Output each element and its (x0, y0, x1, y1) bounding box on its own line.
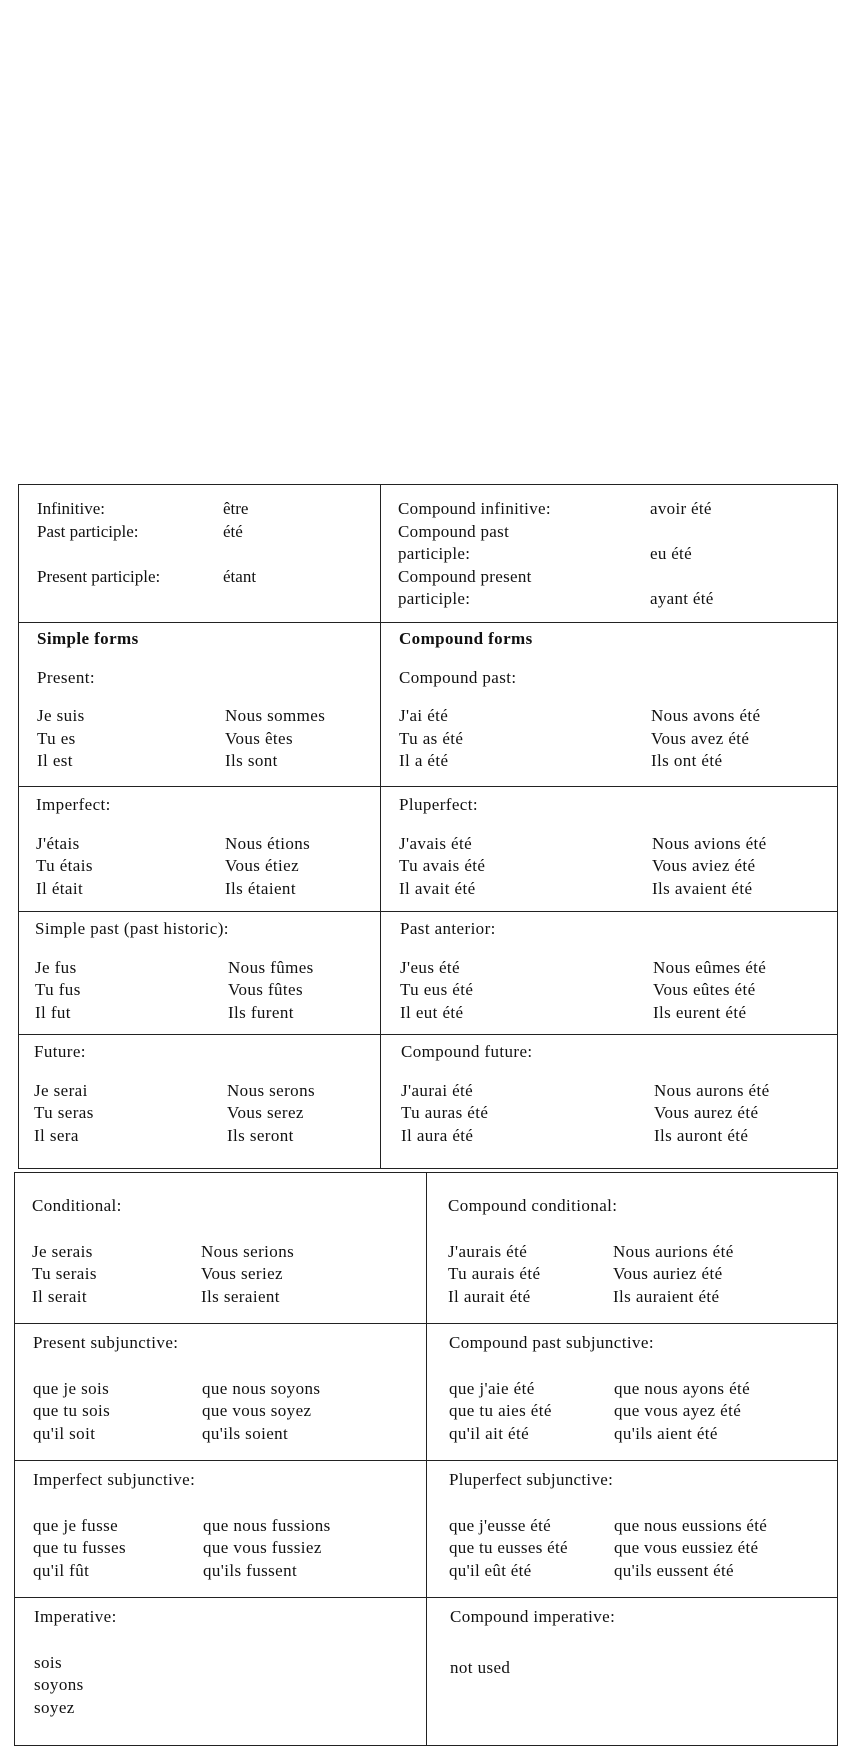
compound-future-label: Compound future: (401, 1042, 533, 1061)
compound-forms-heading: Compound forms (399, 629, 533, 648)
form-cell: qu'il eût été (449, 1560, 532, 1580)
table-bottom-divider (426, 1172, 427, 1746)
form-cell: Je serai (34, 1080, 88, 1100)
compound-past-participle-label-cont: participle: (398, 544, 471, 563)
imperfect-subjunctive-label: Imperfect subjunctive: (33, 1470, 196, 1489)
form-cell: Nous aurions été (613, 1241, 734, 1261)
simple-forms-heading: Simple forms (37, 629, 139, 648)
row-separator (18, 911, 838, 912)
form-cell: Tu fus (35, 980, 81, 999)
form-cell: Vous serez (227, 1103, 304, 1122)
past-anterior-block (400, 918, 766, 1024)
future-label: Future: (34, 1042, 86, 1061)
infinitive-value: être (223, 499, 249, 518)
form-cell: que tu aies été (449, 1401, 552, 1420)
compound-imperative-block (450, 1606, 615, 1679)
compound-imperative-value: not used (450, 1657, 511, 1677)
pluperfect-label: Pluperfect: (399, 795, 478, 814)
imperfect-label: Imperfect: (36, 795, 111, 814)
compound-conditional-label: Compound conditional: (448, 1196, 618, 1215)
form-cell: J'avais été (399, 833, 473, 853)
form-cell: Je suis (37, 706, 85, 725)
form-cell: que nous fussions (203, 1515, 331, 1535)
form-cell: que je fusse (33, 1515, 119, 1535)
compound-past-label: Compound past: (399, 667, 517, 687)
form-cell: Il avait été (399, 878, 476, 898)
form-cell: soyez (34, 1697, 75, 1717)
form-cell: que vous ayez été (614, 1401, 742, 1420)
form-cell: J'eus été (400, 957, 461, 977)
present-block (37, 628, 325, 773)
row-separator (14, 1460, 838, 1461)
form-cell: Tu seras (34, 1103, 94, 1122)
pluperfect-subjunctive-block (449, 1469, 767, 1582)
form-cell: que tu eusses été (449, 1538, 568, 1557)
form-cell: Tu serais (32, 1264, 97, 1283)
compound-present-participle-label: Compound present (398, 566, 532, 586)
conditional-label: Conditional: (32, 1196, 122, 1215)
form-cell: Vous fûtes (228, 980, 303, 999)
form-cell: qu'ils aient été (614, 1423, 718, 1443)
pluperfect-block (399, 794, 767, 900)
form-cell: Ils auraient été (613, 1286, 720, 1306)
form-cell: que vous fussiez (203, 1538, 322, 1557)
form-cell: Je fus (35, 957, 77, 977)
form-cell: soyons (34, 1675, 84, 1694)
form-cell: Il aura été (401, 1125, 474, 1145)
form-cell: Ils auront été (654, 1125, 749, 1145)
form-cell: Nous sommes (225, 706, 326, 725)
form-cell: que tu sois (33, 1401, 111, 1420)
row-separator (14, 1323, 838, 1324)
simple-past-block (35, 918, 314, 1024)
row-separator (18, 622, 838, 623)
form-cell: Ils avaient été (652, 878, 753, 898)
imperfect-subjunctive-block (33, 1469, 331, 1582)
compound-present-participle-label-cont: participle: (398, 589, 471, 608)
simple-past-label: Simple past (past historic): (35, 919, 229, 938)
form-cell: Il fut (35, 1002, 71, 1022)
imperfect-block (36, 794, 310, 900)
form-cell: que j'eusse été (449, 1515, 551, 1535)
form-cell: qu'ils fussent (203, 1560, 298, 1580)
form-cell: qu'il soit (33, 1423, 96, 1443)
form-cell: Tu étais (36, 856, 93, 875)
form-cell: Vous êtes (225, 728, 293, 748)
form-cell: Je serais (32, 1241, 93, 1261)
form-cell: que je sois (33, 1378, 110, 1398)
form-cell: que j'aie été (449, 1378, 535, 1398)
form-cell: Tu as été (399, 728, 464, 748)
present-participle-value: étant (223, 567, 257, 586)
form-cell: Tu aurais été (448, 1264, 541, 1283)
form-cell: Il eut été (400, 1002, 464, 1022)
row-separator (18, 786, 838, 787)
compound-past-participle-label: Compound past (398, 521, 510, 541)
form-cell: Vous eûtes été (653, 980, 756, 999)
form-cell: Ils seront (227, 1125, 294, 1145)
form-cell: Nous serions (201, 1241, 295, 1261)
form-cell: que vous eussiez été (614, 1538, 759, 1557)
form-cell: Nous fûmes (228, 957, 314, 977)
form-cell: Vous seriez (201, 1264, 283, 1283)
form-cell: Nous avions été (652, 833, 767, 853)
form-cell: Nous étions (225, 833, 311, 853)
form-cell: J'ai été (399, 706, 449, 725)
form-cell: que tu fusses (33, 1538, 127, 1557)
compound-infinitive-value: avoir été (650, 499, 712, 518)
compound-imperative-label: Compound imperative: (450, 1607, 616, 1626)
form-cell: que nous soyons (202, 1378, 321, 1398)
form-cell: Tu es (37, 728, 76, 748)
form-cell: Ils étaient (225, 878, 296, 898)
past-participle-value: été (223, 521, 243, 541)
pluperfect-subjunctive-label: Pluperfect subjunctive: (449, 1470, 614, 1489)
form-cell: Ils ont été (651, 751, 723, 770)
compound-infinitive-block (398, 498, 714, 611)
form-cell: qu'ils eussent été (614, 1560, 734, 1580)
row-separator (14, 1597, 838, 1598)
past-participle-label: Past participle: (37, 521, 139, 541)
infinitive-block (37, 498, 256, 589)
row-separator (18, 1034, 838, 1035)
form-cell: Il sera (34, 1125, 79, 1145)
compound-past-block (399, 628, 760, 773)
form-cell: que nous eussions été (614, 1515, 768, 1535)
form-cell: Ils sont (225, 751, 278, 770)
compound-past-participle-value: eu été (650, 544, 692, 563)
compound-infinitive-label: Compound infinitive: (398, 499, 551, 518)
form-cell: Tu avais été (399, 856, 486, 875)
conditional-block (32, 1195, 294, 1308)
form-cell: Vous avez été (651, 728, 750, 748)
compound-past-subjunctive-label: Compound past subjunctive: (449, 1333, 654, 1352)
form-cell: Ils seraient (201, 1286, 280, 1306)
form-cell: qu'il ait été (449, 1423, 530, 1443)
present-label: Present: (37, 667, 95, 687)
past-anterior-label: Past anterior: (400, 919, 496, 938)
compound-present-participle-value: ayant été (650, 589, 714, 608)
future-block (34, 1041, 315, 1147)
form-cell: Vous étiez (225, 856, 300, 875)
form-cell: Il était (36, 878, 84, 898)
form-cell: J'aurai été (401, 1080, 474, 1100)
form-cell: Il aurait été (448, 1286, 531, 1306)
form-cell: Vous auriez été (613, 1264, 723, 1283)
form-cell: Ils eurent été (653, 1002, 747, 1022)
form-cell: sois (34, 1652, 63, 1672)
form-cell: Tu eus été (400, 980, 474, 999)
imperative-block (34, 1606, 117, 1719)
infinitive-label: Infinitive: (37, 499, 105, 518)
form-cell: qu'ils soient (202, 1423, 289, 1443)
table-top-divider (380, 484, 381, 1169)
form-cell: Vous aviez été (652, 856, 756, 875)
form-cell: J'aurais été (448, 1241, 528, 1261)
form-cell: que vous soyez (202, 1401, 312, 1420)
form-cell: Nous avons été (651, 706, 761, 725)
form-cell: J'étais (36, 833, 80, 853)
form-cell: Nous aurons été (654, 1080, 770, 1100)
compound-past-subjunctive-block (449, 1332, 750, 1445)
present-subjunctive-block (33, 1332, 320, 1445)
form-cell: Vous aurez été (654, 1103, 759, 1122)
compound-conditional-block (448, 1195, 734, 1308)
form-cell: Ils furent (228, 1002, 294, 1022)
form-cell: Il a été (399, 751, 449, 770)
present-participle-label: Present participle: (37, 567, 161, 586)
present-subjunctive-label: Present subjunctive: (33, 1333, 179, 1352)
compound-future-block (401, 1041, 770, 1147)
form-cell: que nous ayons été (614, 1378, 751, 1398)
form-cell: Nous eûmes été (653, 957, 767, 977)
imperative-label: Imperative: (34, 1607, 117, 1626)
form-cell: Tu auras été (401, 1103, 489, 1122)
form-cell: Il est (37, 751, 73, 770)
form-cell: Il serait (32, 1286, 88, 1306)
form-cell: Nous serons (227, 1080, 315, 1100)
form-cell: qu'il fût (33, 1560, 90, 1580)
